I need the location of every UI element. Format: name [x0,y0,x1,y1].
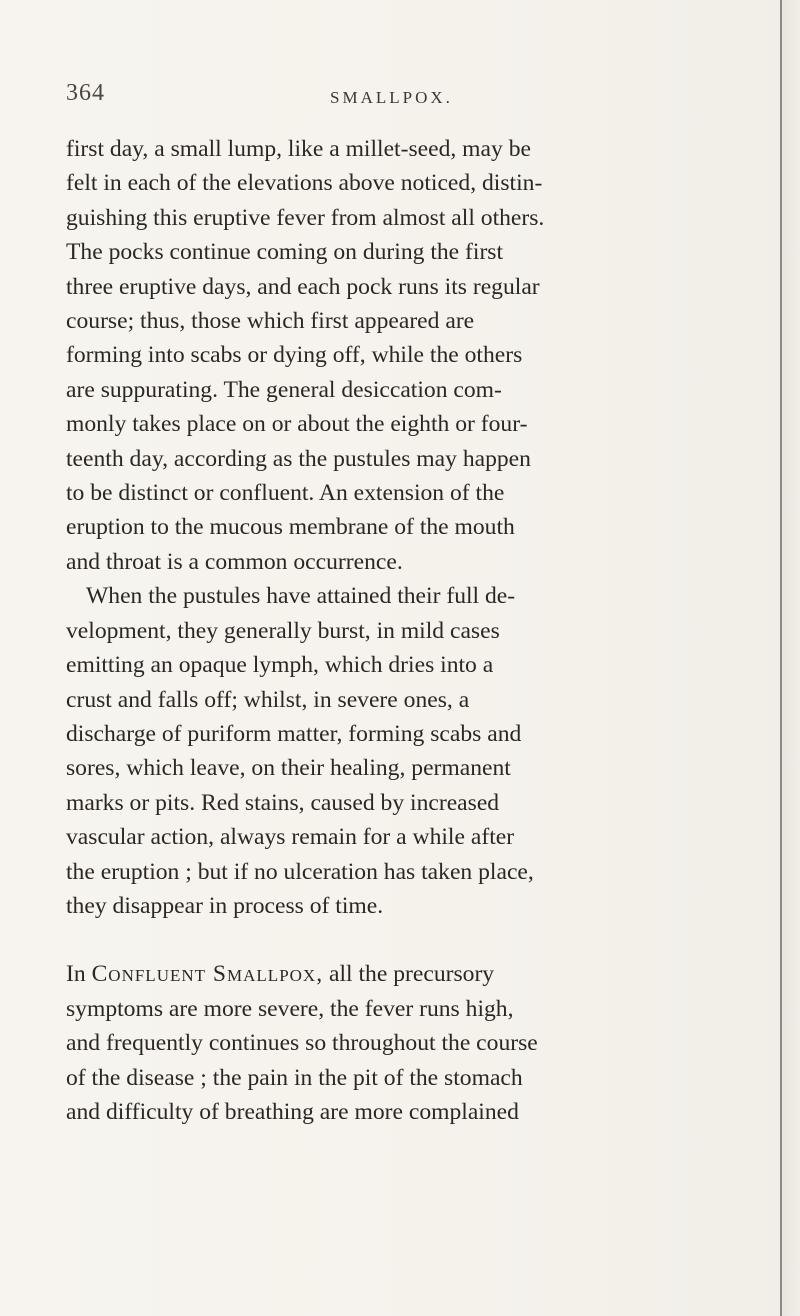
text-line: When the pustules have attained their full de- [86,583,516,610]
text-line: and throat is a common occurrence. [66,548,403,575]
running-head: SMALLPOX. [330,88,453,107]
text-line: monly takes place on or about the eighth or four- [66,411,528,438]
text-line: and frequently continues so throughout the course [66,1030,538,1057]
text-line: they disappear in process of time. [66,892,384,919]
text-line: sores, which leave, on their healing, permanent [66,755,511,782]
page-edge-line [780,0,782,1316]
text-line: the eruption ; but if no ulceration has taken place, [66,858,534,885]
text-line: are suppurating. The general desiccation com- [66,376,502,403]
text-line: teenth day, according as the pustules may happen [66,445,531,472]
page-number: 364 [66,80,105,106]
text-line: of the disease ; the pain in the pit of the stomach [66,1064,523,1091]
text-line: vascular action, always remain for a while after [66,824,515,851]
text-line: forming into scabs or dying off, while the others [66,342,523,369]
section-lead-word: In [66,961,86,988]
text-line: felt in each of the elevations above noticed, distin- [66,170,543,197]
section-heading: Confluent Smallpox, [91,961,324,988]
paragraph-2 [66,579,742,923]
section-first-line-rest: all the precursory [329,961,495,988]
body-text [66,132,742,1129]
text-line: and difficulty of breathing are more complained [66,1098,519,1125]
text-line: three eruptive days, and each pock runs its regular [66,273,540,300]
section-confluent-smallpox [66,957,742,1129]
text-line: crust and falls off; whilst, in severe ones, a [66,686,470,713]
section-first-line [66,957,742,991]
text-line: guishing this eruptive fever from almost all others. [66,204,545,231]
text-line: emitting an opaque lymph, which dries into a [66,652,494,679]
text-line: discharge of puriform matter, forming scabs and [66,720,522,747]
text-line: eruption to the mucous membrane of the mouth [66,514,515,541]
text-line: course; thus, those which first appeared are [66,308,475,335]
page-header [0,80,800,120]
text-line: velopment, they generally burst, in mild cases [66,617,500,644]
text-line: marks or pits. Red stains, caused by increased [66,789,500,816]
text-line: symptoms are more severe, the fever runs high, [66,995,514,1022]
text-line: to be distinct or confluent. An extension of the [66,480,505,507]
text-line: first day, a small lump, like a millet-seed, may be [66,136,531,162]
paragraph-1 [66,132,742,579]
page-edge-shadow [782,0,800,1316]
text-line: The pocks continue coming on during the first [66,239,504,266]
